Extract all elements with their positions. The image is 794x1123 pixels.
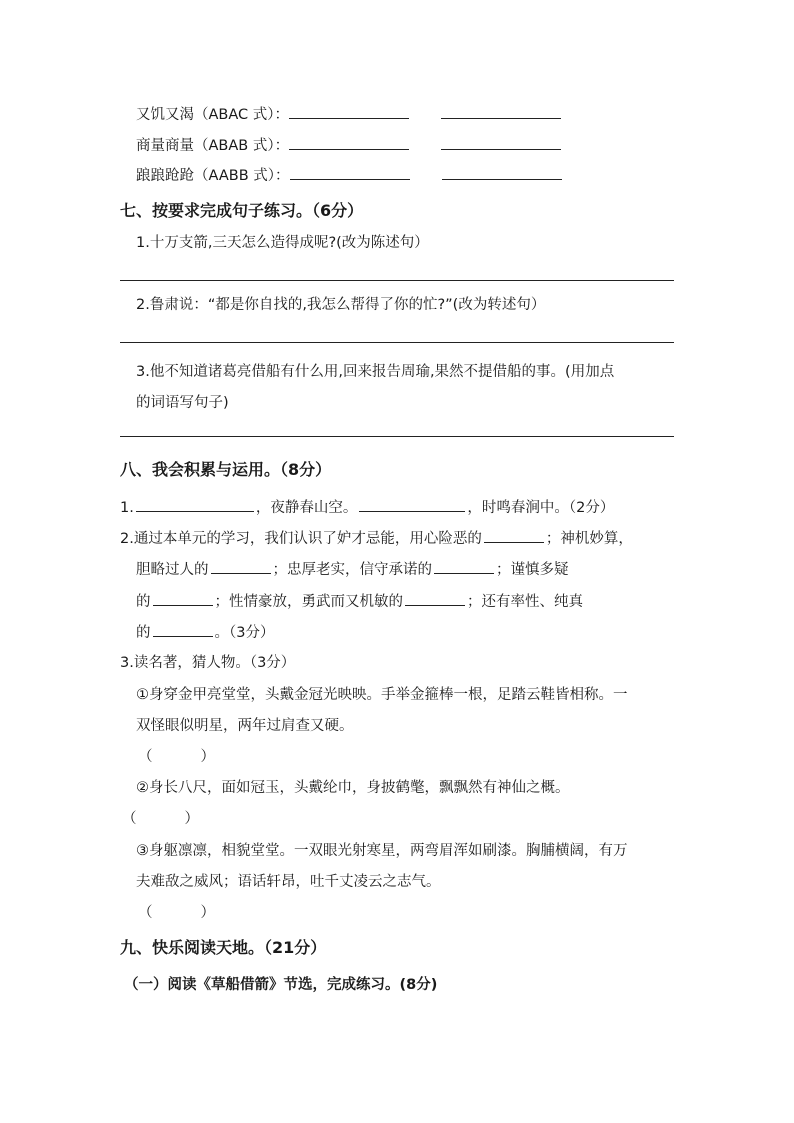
answer-blank[interactable] [441, 104, 561, 119]
sec8-p2-line1: ②身长八尺，面如冠玉，头戴纶巾，身披鹤氅，飘飘然有神仙之概。 [136, 780, 570, 796]
section-7-title: 七、按要求完成句子练习。（6分） [120, 201, 364, 220]
answer-paren[interactable]: （ ） [138, 905, 215, 921]
answer-blank[interactable] [434, 559, 494, 574]
answer-blank[interactable] [290, 165, 410, 180]
answer-blank[interactable] [211, 559, 271, 574]
sec8-p1-line1: ①身穿金甲亮堂堂，头戴金冠光映映。手举金箍棒一根，足踏云鞋皆相称。一 [136, 687, 628, 703]
answer-blank[interactable] [153, 622, 213, 637]
sec7-q3-line2: 的词语写句子) [136, 395, 229, 411]
sec8-q2-line1: 2.通过本单元的学习，我们认识了妒才忌能，用心险恶的 ；神机妙算， [120, 528, 633, 549]
word-row-aabb [136, 165, 562, 186]
sec8-q2-line3: 的 ；性情豪放，勇武而又机敏的 ；还有率性、纯真 [136, 591, 583, 612]
answer-line[interactable] [120, 436, 674, 437]
answer-blank[interactable] [484, 528, 544, 543]
sec8-p3-line2: 夫难敌之威风；语话轩昂，吐千丈凌云之志气。 [136, 874, 441, 890]
section-9-title: 九、快乐阅读天地。（21分） [120, 938, 327, 957]
answer-blank[interactable] [405, 591, 465, 606]
answer-blank[interactable] [289, 135, 409, 150]
answer-line[interactable] [120, 280, 674, 281]
word-label: 踉踉跄跄（AABB 式）： [136, 168, 290, 184]
answer-blank[interactable] [359, 497, 465, 512]
sec8-q3-title: 3.读名著，猜人物。（3分） [120, 655, 296, 671]
answer-blank[interactable] [289, 104, 409, 119]
sec7-q3-line1: 3.他不知道诸葛亮借船有什么用,回来报告周瑜,果然不提借船的事。(用加点 [136, 364, 615, 380]
section-8-title: 八、我会积累与运用。（8分） [120, 460, 332, 479]
sec7-q1: 1.十万支箭,三天怎么造得成呢?(改为陈述句） [136, 235, 429, 251]
answer-blank[interactable] [441, 135, 561, 150]
word-label: 又饥又渴（ABAC 式）： [136, 107, 290, 123]
sec8-q2-line2: 胆略过人的 ；忠厚老实，信守承诺的 ；谨慎多疑 [136, 559, 569, 580]
word-row-abac [136, 104, 561, 125]
word-row-abab [136, 135, 561, 156]
answer-paren[interactable]: （ ） [122, 811, 199, 827]
section-9-subtitle: （一）阅读《草船借箭》节选，完成练习。(8分) [124, 977, 438, 993]
sec8-q2-line4: 的 。（3分） [136, 622, 274, 643]
sec8-p3-line1: ③身躯凛凛，相貌堂堂。一双眼光射寒星，两弯眉浑如刷漆。胸脯横阔，有万 [136, 843, 628, 859]
answer-blank[interactable] [136, 497, 254, 512]
answer-blank[interactable] [442, 165, 562, 180]
sec8-q1: 1. ，夜静春山空。 ，时鸣春涧中。（2分） [120, 497, 614, 518]
word-label: 商量商量（ABAB 式）： [136, 138, 290, 154]
answer-line[interactable] [120, 342, 674, 343]
sec8-p1-line2: 双怪眼似明星，两年过肩查又硬。 [136, 718, 354, 734]
answer-blank[interactable] [153, 591, 213, 606]
answer-paren[interactable]: （ ） [138, 749, 215, 765]
sec7-q2: 2.鲁肃说：“都是你自找的,我怎么帮得了你的忙?”(改为转述句） [136, 297, 546, 313]
